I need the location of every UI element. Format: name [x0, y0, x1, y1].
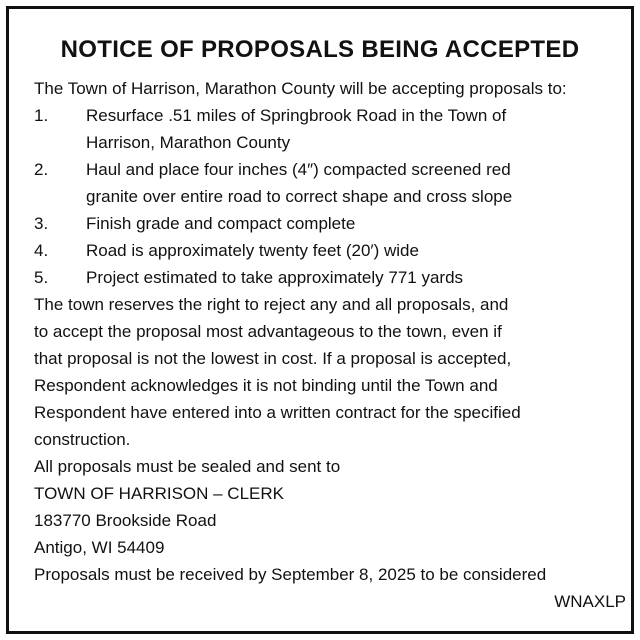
- publication-code: WNAXLP: [554, 592, 626, 611]
- list-item-line: Resurface .51 miles of Springbrook Road in the Town of: [86, 106, 507, 125]
- list-item-text: [86, 237, 626, 264]
- reservation-line: construction.: [34, 430, 131, 449]
- list-item-text: [86, 156, 626, 210]
- list-item-text: [86, 210, 626, 237]
- list-item: [34, 237, 626, 264]
- deadline-text: Proposals must be received by September 8, 2025 to be considered: [34, 565, 547, 584]
- address-city-state-zip: Antigo, WI 54409: [34, 538, 165, 557]
- list-item: [34, 264, 626, 291]
- submission-instruction: All proposals must be sealed and sent to: [34, 457, 341, 476]
- list-item: [34, 210, 626, 237]
- address-recipient: TOWN OF HARRISON – CLERK: [34, 484, 284, 503]
- notice-title: NOTICE OF PROPOSALS BEING ACCEPTED: [60, 36, 580, 63]
- list-item-line: granite over entire road to correct shape and cross slope: [86, 187, 513, 206]
- list-item-number: 3.: [34, 214, 49, 233]
- reservation-line: Respondent acknowledges it is not binding until the Town and: [34, 376, 498, 395]
- intro-text: The Town of Harrison, Marathon County will be accepting proposals to:: [34, 79, 567, 98]
- list-item-line: Haul and place four inches (4″) compacted screened red: [86, 160, 511, 179]
- notice-body: [34, 75, 626, 615]
- mailing-address: [34, 480, 626, 561]
- reservation-paragraph: [34, 291, 626, 453]
- reservation-line: that proposal is not the lowest in cost. If a proposal is accepted,: [34, 349, 512, 368]
- reservation-line: The town reserves the right to reject any and all proposals, and: [34, 295, 509, 314]
- list-item-text: [86, 264, 626, 291]
- list-item-number: 5.: [34, 268, 49, 287]
- list-item-line: Project estimated to take approximately 771 yards: [86, 268, 464, 287]
- address-street: 183770 Brookside Road: [34, 511, 217, 530]
- list-item: [34, 156, 626, 210]
- list-item-number: 4.: [34, 241, 49, 260]
- list-item-number: 1.: [34, 106, 49, 125]
- list-item-text: [86, 102, 626, 156]
- list-item-line: Road is approximately twenty feet (20′) wide: [86, 241, 419, 260]
- list-item: [34, 102, 626, 156]
- reservation-line: to accept the proposal most advantageous to the town, even if: [34, 322, 502, 341]
- notice-frame: [6, 6, 634, 634]
- reservation-line: Respondent have entered into a written contract for the specified: [34, 403, 521, 422]
- list-item-line: Harrison, Marathon County: [86, 133, 291, 152]
- list-item-number: 2.: [34, 160, 49, 179]
- list-item-line: Finish grade and compact complete: [86, 214, 356, 233]
